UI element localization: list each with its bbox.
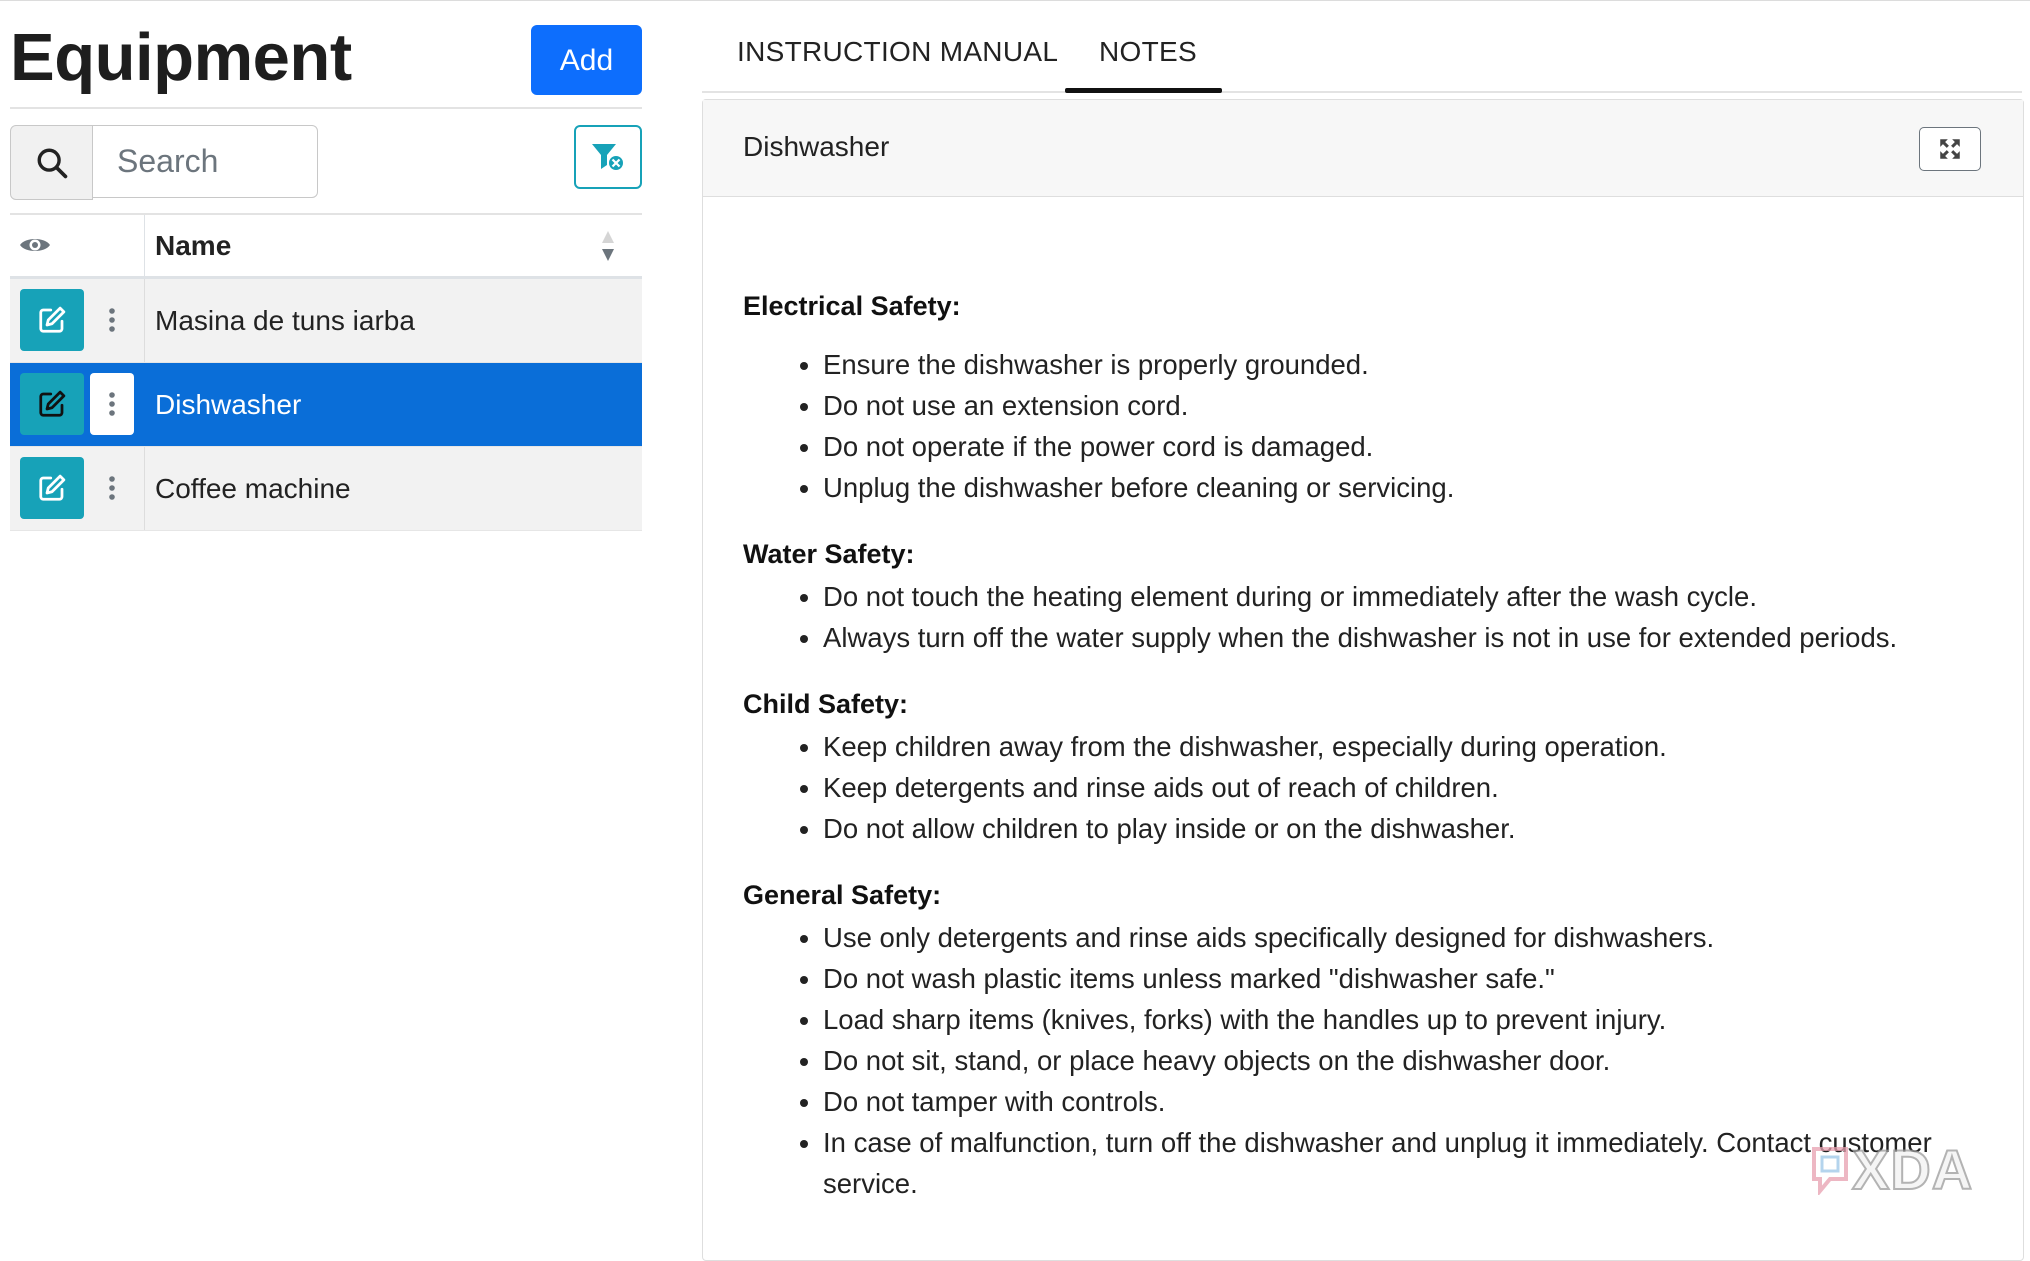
list-item: • Do not wash plastic items unless marked "dishwasher safe." — [823, 958, 2003, 999]
add-button[interactable]: Add — [531, 25, 642, 95]
row-name: Dishwasher — [155, 389, 302, 420]
eye-icon — [18, 233, 52, 257]
row-menu-button[interactable] — [90, 289, 134, 351]
bullet-list — [743, 344, 2003, 508]
search-icon-button[interactable] — [10, 125, 93, 200]
bullet-list — [743, 576, 2003, 658]
search-input[interactable] — [93, 125, 318, 198]
tab-notes[interactable]: NOTES — [1099, 36, 1197, 67]
filter-clear-icon — [590, 141, 626, 173]
row-actions — [10, 279, 145, 362]
section-title: Water Safety: — [743, 539, 915, 569]
section-electrical-safety — [743, 288, 2003, 508]
visibility-column-header[interactable] — [10, 215, 145, 276]
active-tab-indicator — [1065, 88, 1222, 93]
list-item: • Keep children away from the dishwasher, especially during operation. — [823, 726, 2003, 767]
notes-card — [702, 99, 2024, 1261]
kebab-icon — [108, 307, 116, 333]
list-item: • Do not sit, stand, or place heavy objects on the dishwasher door. — [823, 1040, 2003, 1081]
expand-button[interactable] — [1919, 127, 1981, 171]
card-title: Dishwasher — [743, 131, 890, 162]
section-water-safety — [743, 536, 2003, 658]
table-row-selected[interactable] — [10, 363, 642, 447]
table-row[interactable] — [10, 279, 642, 363]
edit-button[interactable] — [20, 457, 84, 519]
table-row[interactable] — [10, 447, 642, 531]
edit-button[interactable] — [20, 289, 84, 351]
section-title: General Safety: — [743, 880, 942, 910]
clear-filter-button[interactable] — [574, 125, 642, 189]
edit-icon — [37, 473, 67, 503]
bullet-list — [743, 726, 2003, 849]
page-title: Equipment — [10, 20, 352, 95]
row-actions — [10, 447, 145, 530]
list-item: • Load sharp items (knives, forks) with the handles up to prevent injury. — [823, 999, 2003, 1040]
expand-icon — [1937, 136, 1963, 162]
list-item: • Do not tamper with controls. — [823, 1081, 2003, 1122]
table-header — [10, 215, 642, 279]
list-item: • Ensure the dishwasher is properly grounded. — [823, 344, 2003, 385]
edit-button[interactable] — [20, 373, 84, 435]
section-title: Child Safety: — [743, 689, 909, 719]
sort-icon[interactable] — [600, 229, 616, 263]
list-item: • Do not allow children to play inside or on the dishwasher. — [823, 808, 2003, 849]
watermark-text: XDA — [1852, 1138, 1974, 1201]
search-icon — [35, 146, 69, 180]
list-item: • Do not touch the heating element during or immediately after the wash cycle. — [823, 576, 2003, 617]
divider — [10, 107, 642, 109]
list-item: • Unplug the dishwasher before cleaning or servicing. — [823, 467, 2003, 508]
search-group — [10, 125, 318, 200]
row-name: Masina de tuns iarba — [155, 305, 415, 336]
list-item: • Always turn off the water supply when the dishwasher is not in use for extended periods. — [823, 617, 2003, 658]
tab-bar — [702, 0, 2022, 93]
row-name: Coffee machine — [155, 473, 351, 504]
xda-logo-icon — [1808, 1145, 1852, 1195]
equipment-table — [10, 215, 642, 531]
list-item: • Do not operate if the power cord is damaged. — [823, 426, 2003, 467]
edit-icon — [37, 389, 67, 419]
row-actions — [10, 363, 145, 446]
column-header-name[interactable]: Name — [155, 230, 232, 261]
section-child-safety — [743, 686, 2003, 849]
tab-instruction-manual[interactable]: INSTRUCTION MANUAL — [737, 36, 1059, 67]
notes-content — [743, 288, 2003, 1232]
row-menu-button[interactable] — [90, 457, 134, 519]
list-item: • Do not use an extension cord. — [823, 385, 2003, 426]
section-title: Electrical Safety: — [743, 291, 961, 321]
row-menu-button[interactable] — [90, 373, 134, 435]
list-item: • Use only detergents and rinse aids specifically designed for dishwashers. — [823, 917, 2003, 958]
kebab-icon — [108, 475, 116, 501]
xda-watermark — [1808, 1137, 1973, 1202]
edit-icon — [37, 305, 67, 335]
list-item: • Keep detergents and rinse aids out of reach of children. — [823, 767, 2003, 808]
list-item: • In case of malfunction, turn off the dishwasher and unplug it immediately. Contact customer service. — [823, 1122, 2003, 1204]
card-header — [703, 100, 2023, 197]
kebab-icon — [108, 391, 116, 417]
